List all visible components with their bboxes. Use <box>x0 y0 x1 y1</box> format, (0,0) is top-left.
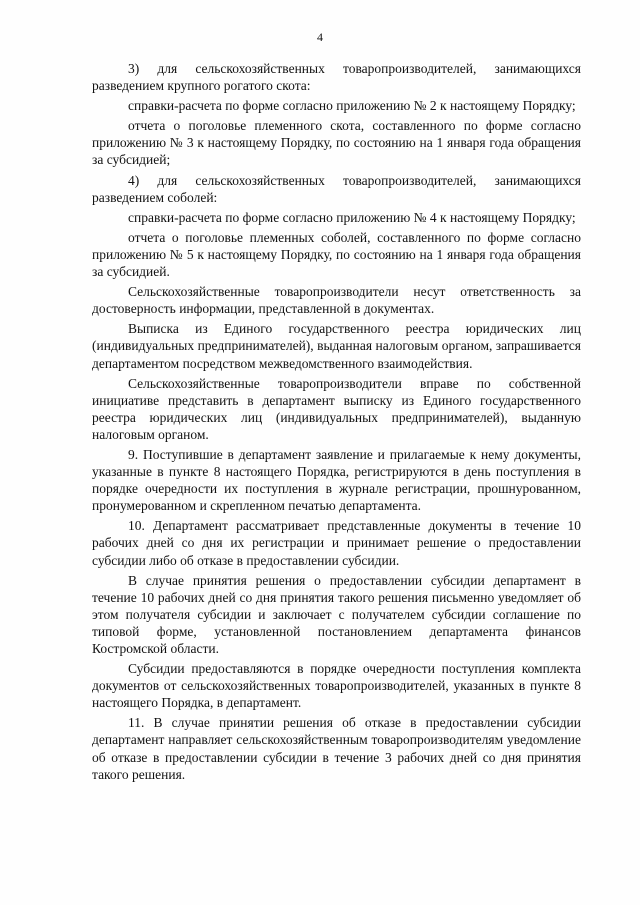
paragraph-item-10-review: 10. Департамент рассматривает представленные документы в течение 10 рабочих дней со дня их регистрации и принимает решение о предоставлении субсидии либо об отказе в предоставлении субсидии. <box>92 518 581 568</box>
paragraph-breeding-sable-report: отчета о поголовье племенных соболей, составленного по форме согласно приложению № 5 к настоящему Порядку, по состоянию на 1 января года обращения за субсидией. <box>92 229 581 280</box>
paragraph-breeding-cattle-report: отчета о поголовье племенного скота, составленного по форме согласно приложению № 3 к настоящему Порядку, по состоянию на 1 января года обращения за субсидией; <box>92 118 581 168</box>
paragraph-grant-decision-notice: В случае принятия решения о предоставлении субсидии департамент в течение 10 рабочих дней со дня принятия такого решения письменно уведомляет об этом получателя субсидии и заключает с получателем субсидии соглашение по типовой форме, установленной постановлением департамента финансов Костромской области. <box>92 572 581 656</box>
paragraph-item-3-cattle: 3) для сельскохозяйственных товаропроизводителей, занимающихся разведением крупного рогатого скота: <box>92 61 581 94</box>
paragraph-registry-extract-request: Выписка из Единого государственного реестра юридических лиц (индивидуальных предпринимателей), выданная налоговым органом, запрашивается департаментом посредством межведомственного взаимодействия. <box>92 321 581 371</box>
paragraph-cattle-calculation-certificate: справки-расчета по форме согласно приложению № 2 к настоящему Порядку; <box>128 98 576 114</box>
paragraph-responsibility: Сельскохозяйственные товаропроизводители несут ответственность за достоверность информации, представленной в документах. <box>92 284 581 317</box>
paragraph-registry-extract-own-initiative: Сельскохозяйственные товаропроизводители вправе по собственной инициативе представить в департамент выписку из Единого государственного реестра юридических лиц (индивидуальных предпринимателей), выданную налоговым органом. <box>92 375 581 442</box>
paragraph-sable-calculation-certificate: справки-расчета по форме согласно приложению № 4 к настоящему Порядку; <box>128 209 576 225</box>
paragraph-item-4-sables: 4) для сельскохозяйственных товаропроизводителей, занимающихся разведением соболей: <box>92 172 581 205</box>
page-number: 4 <box>317 30 323 44</box>
document-body <box>92 60 581 783</box>
paragraph-item-11-refusal: 11. В случае принятии решения об отказе в предоставлении субсидии департамент направляет сельскохозяйственным товаропроизводителям уведомление об отказе в предоставлении субсидии в течение 3 рабочих дней со дня принятия такого решения. <box>92 715 581 782</box>
paragraph-item-9-registration: 9. Поступившие в департамент заявление и прилагаемые к нему документы, указанные в пункте 8 настоящего Порядка, регистрируются в день поступления в порядке очередности их поступления в журнале регистрации, прошнурованном, пронумерованном и скрепленном печатью департамента. <box>92 446 581 514</box>
paragraph-grant-order: Субсидии предоставляются в порядке очередности поступления комплекта документов от сельскохозяйственных товаропроизводителей, указанных в пункте 8 настоящего Порядка, в департамент. <box>92 661 581 711</box>
